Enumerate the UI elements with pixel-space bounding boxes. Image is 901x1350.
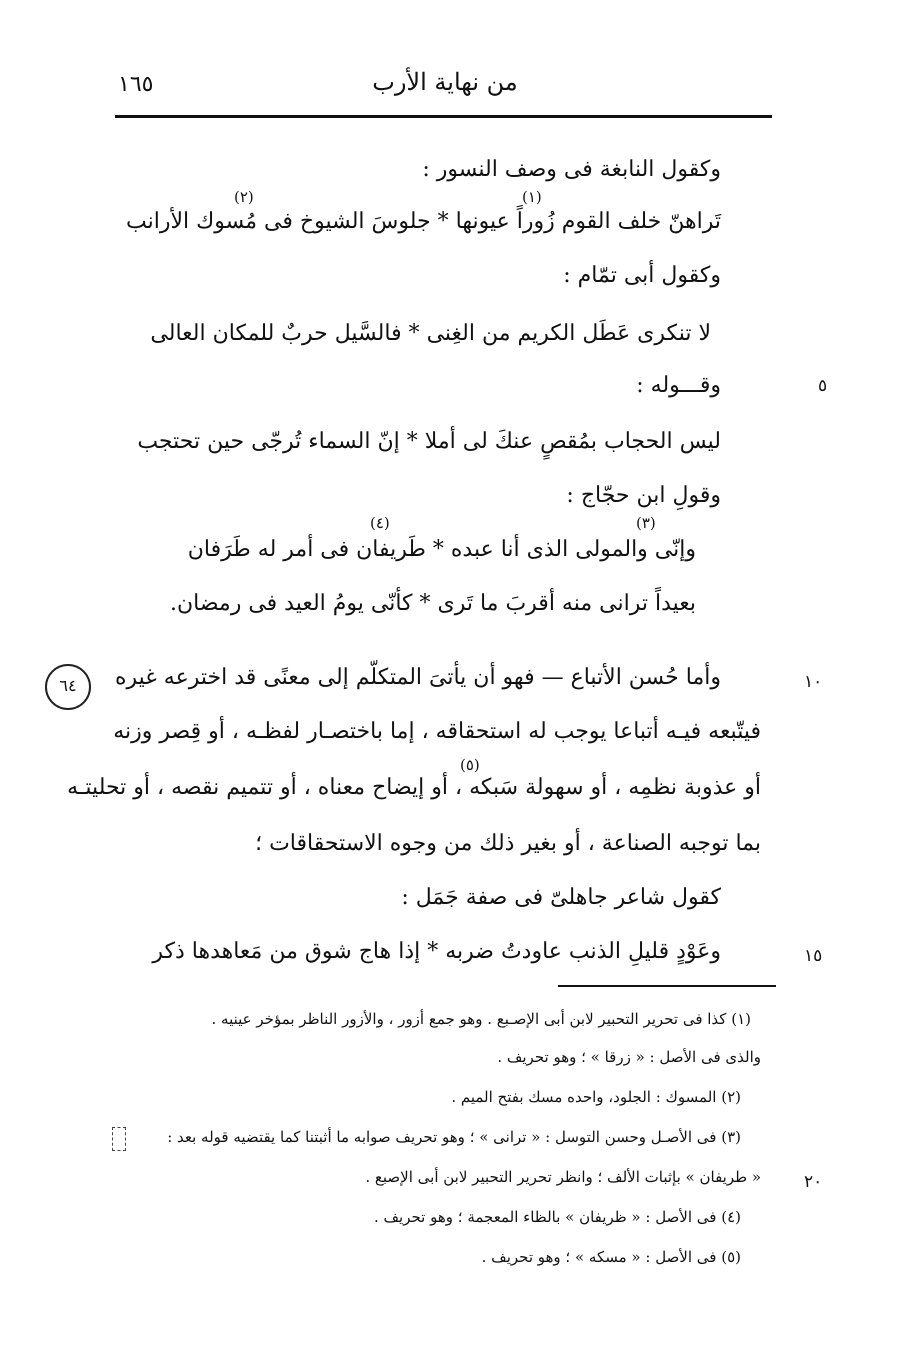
- body-line: وكقول أبى تمّام :: [563, 263, 721, 288]
- margin-line-number: ٢٠: [804, 1172, 823, 1192]
- verse-line: بعيداً ترانى منه أقربَ ما تَرى * كأنّى يومُ العيد فى رمضان.: [169, 591, 696, 616]
- verse-line: وإنّى والمولى الذى أنا عبده * طَريفان فى أمر له طَرَفان: [187, 537, 696, 562]
- footnote: (٤) فى الأصل : « ظريفان » بالظاء المعجمة ؛ وهو تحريف .: [373, 1208, 741, 1226]
- footnote-rule: [558, 985, 776, 987]
- body-line: وقولِ ابن حجّاج :: [566, 483, 721, 508]
- footnote-ref: (٣): [636, 514, 656, 532]
- verse-line: لا تنكرى عَطَل الكريم من الغِنى * فالسَّيل حربٌ للمكان العالى: [150, 321, 711, 346]
- footnote-ref: (٥): [460, 756, 480, 774]
- margin-line-number: ١٠: [804, 672, 823, 692]
- prose-line: وأما حُسن الأتباع — فهو أن يأتىَ المتكلّم إلى معنًى قد اخترعه غيره: [115, 665, 721, 690]
- body-line: وقـــوله :: [636, 373, 721, 398]
- footnote: (٣) فى الأصـل وحسن التوسل : « ترانى » ؛ وهو تحريف صوابه ما أثبتنا كما يقتضيه قوله بعد :: [167, 1128, 741, 1146]
- body-line: كقول شاعر جاهلىّ فى صفة جَمَل :: [401, 885, 721, 910]
- footnote-ref: (٢): [234, 188, 254, 206]
- verse-line: تَراهنّ خلف القوم زُوراً عيونها * جلوسَ الشيوخ فى مُسوك الأرانب: [126, 209, 721, 234]
- footnote-ref: (١): [522, 188, 542, 206]
- prose-line: بما توجبه الصناعة ، أو بغير ذلك من وجوه الاستحقاقات ؛: [255, 831, 761, 856]
- footnote: والذى فى الأصل : « زرقا » ؛ وهو تحريف .: [497, 1048, 761, 1066]
- margin-line-number: ١٥: [804, 946, 823, 966]
- page-number: ١٦٥: [118, 72, 154, 97]
- footnote: (١) كذا فى تحرير التحبير لابن أبى الإصـبع . وهو جمع أزور ، والأزور الناظر بمؤخر عينيه .: [211, 1010, 751, 1028]
- footnote: (٢) المسوك : الجلود، واحده مسك بفتح الميم .: [451, 1088, 741, 1106]
- verse-line: وعَوْدٍ قليلِ الذنب عاودتُ ضربه * إذا هاج شوق من مَعاهدها ذكر: [152, 939, 721, 964]
- prose-line: فيتّبعه فيـه أتباعا يوجب له استحقاقه ، إما باختصـار لفظـه ، أو قِصر وزنه: [113, 719, 761, 744]
- page-mark: [112, 1127, 126, 1151]
- page-stamp: ٦٤: [45, 664, 91, 710]
- margin-line-number: ٥: [818, 376, 828, 396]
- footnote: « طريفان » بإثبات الألف ؛ وانظر تحرير التحبير لابن أبى الإصبع .: [365, 1168, 761, 1186]
- footnote-ref: (٤): [370, 514, 390, 532]
- verse-line: ليس الحجاب بمُقصٍ عنكَ لى أملا * إنّ السماء تُرجّى حين تحتجب: [137, 429, 721, 454]
- body-line: وكقول النابغة فى وصف النسور :: [422, 157, 721, 182]
- running-header-title: من نهاية الأرب: [372, 68, 518, 96]
- header-rule: [115, 115, 772, 118]
- prose-line: أو عذوبة نظمِه ، أو سهولة سَبكه ، أو إيضاح معناه ، أو تتميم نقصه ، أو تحليتـه: [67, 775, 761, 800]
- footnote: (٥) فى الأصل : « مسكه » ؛ وهو تحريف .: [481, 1248, 741, 1266]
